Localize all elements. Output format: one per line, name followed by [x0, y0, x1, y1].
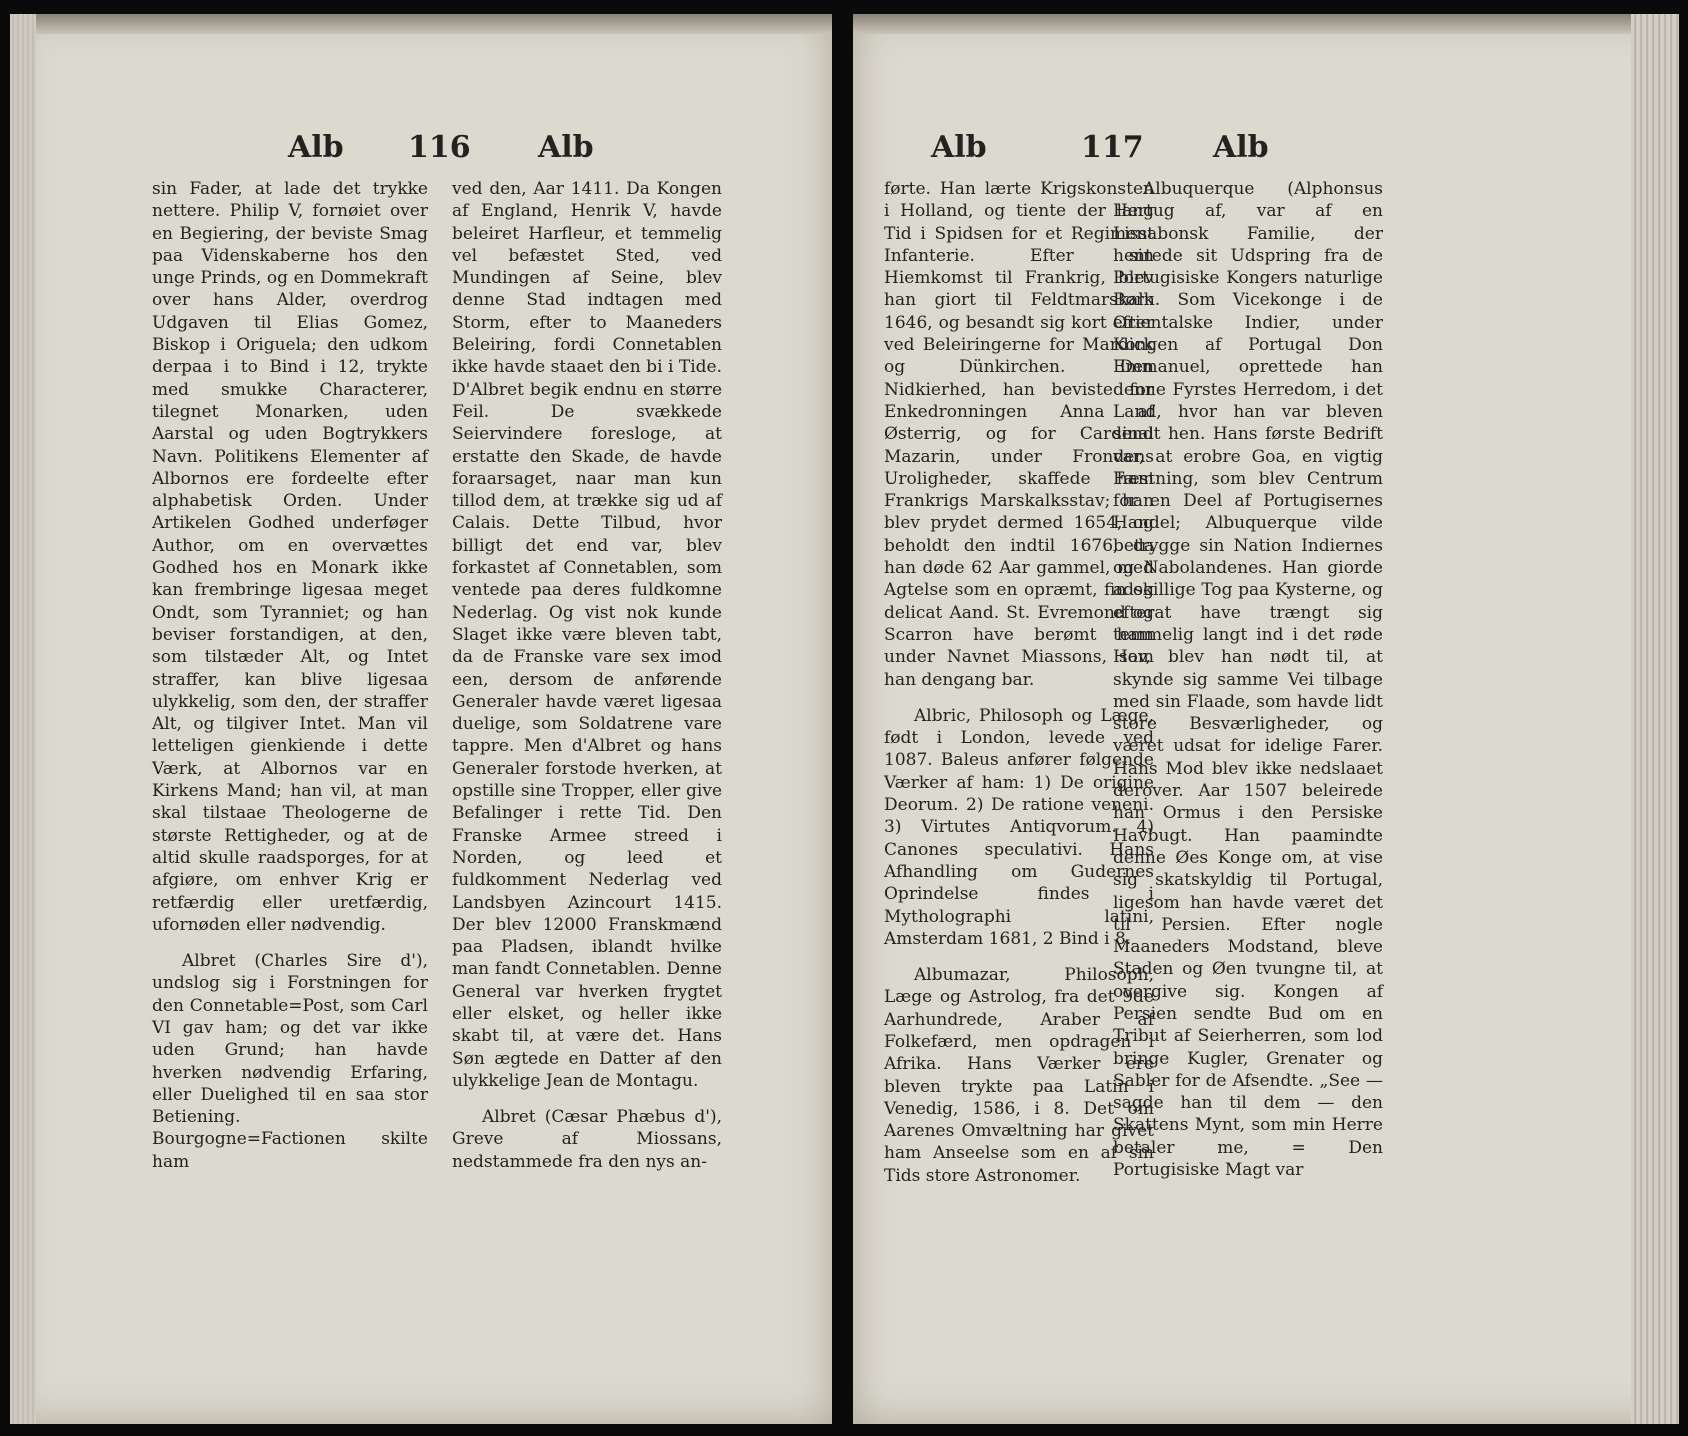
entry-albret-caesar: Albret (Cæsar Phæbus d'), Greve af Miossans, nedstammede fra den nys an- [452, 1107, 722, 1172]
entry-albret-charles: Albret (Charles Sire d'), undslog sig i Forstningen for den Connetable=Post, som Carl VI gav ham; og det var ikke uden Grund; han havde hverken nødvendig Erfaring, eller Duelighed til en saa stor Betiening. Bourgogne=Factionen skilte ham [152, 951, 428, 1172]
running-head-right: Alb [1213, 130, 1269, 165]
text-column-1 [152, 178, 428, 1173]
running-head-left: Alb [288, 130, 344, 165]
text-column-2 [452, 178, 722, 1173]
entry-albuquerque: Albuquerque (Alphonsus Hertug af, var af en Lissabonsk Familie, der hentede sit Udspring fra de Portugisiske Kongers naturlige Børn. Som Vicekonge i de Orientalske Indier, under Kongen af Portugal Don Emmanuel, oprettede han denne Fyrstes Herredom, i det Land, hvor han var bleven sendt hen. Hans første Bedrift var, at erobre Goa, en vigtig Fæstning, som blev Centrum for en Deel af Portugisernes Handel; Albuquerque vilde betrygge sin Nation Indiernes og Nabolandenes. Han giorde adskillige Tog paa Kysterne, og efterat have trængt sig temmelig langt ind i det røde Hav, blev han nødt til, at skynde sig samme Vei tilbage med sin Flaade, som havde lidt store Besværligheder, og været udsat for idelige Farer. Hans Mod blev ikke nedslaaet derover. Aar 1507 beleirede han Ormus i den Persiske Havbugt. Han paamindte denne Øes Konge om, at vise sig skatskyldig til Portugal, ligesom han havde været det til Persien. Efter nogle Maaneders Modstand, bleve Staden og Øen tvungne til, at overgive sig. Kongen af Persien sendte Bud om en Tribut af Seierherren, som lod bringe Kugler, Grenater og Sabler for de Afsendte. „See — sagde han til dem — den Skattens Mynt, som min Herre betaler me, = Den Portugisiske Magt var [1113, 179, 1383, 1181]
paragraph: sin Fader, at lade det trykke nettere. Philip V, fornøiet over en Begiering, der beviste Smag paa Videnskaberne hos den unge Prinds, og en Dommekraft over hans Alder, overdrog Udgaven til Elias Gomez, Biskop i Origuela; den udkom derpaa i to Bind i 12, trykte med smukke Characterer, tilegnet Monarken, uden Aarstal og uden Bogtrykkers Navn. Politikens Elementer af Albornos ere fordeelte efter alphabetisk Orden. Under Artikelen Godhed underføger Author, om en overvættes Godhed hos en Monark ikke kan frembringe ligesaa meget Ondt, som Tyranniet; og han beviser forstandigen, at den, som tilstæder Alt, og Intet straffer, kan blive ligesaa ulykkelig, som den, der straffer Alt, og tilgiver Intet. Man vil letteligen gienkiende i dette Værk, at Albornos var en Kirkens Mand; han vil, at man skal tilstaae Theologerne de største Rettigheder, og at de altid skulle raadsporges, for at afgiøre, om enhver Krig er retfærdig eller uretfærdig, ufornøden eller nødvendig. [152, 179, 428, 935]
page-top-edge [10, 14, 832, 34]
right-page [853, 14, 1679, 1424]
entry-albumazar: Albumazar, Philosoph, Læge og Astrolog, fra det 9de Aarhundrede, Araber af Folkefærd, men opdragen i Afrika. Hans Værker ere bleven trykte paa Latin i Venedig, 1586, i 8. Det om Aarenes Omvæltning har givet ham Anseelse som en af sin Tids store Astronomer. [884, 965, 1154, 1186]
running-head-left: Alb [931, 130, 987, 165]
text-column-2 [1113, 178, 1383, 1181]
paragraph: førte. Han lærte Krigskonsten i Holland, og tiente der lang Tid i Spidsen for et Regiment Infanterie. Efter sin Hiemkomst til Frankrig, blev han giort til Feldtmarskalk 1646, og besandt sig kort efter ved Beleiringerne for Mardick og Dünkirchen. Den Nidkierhed, han beviste for Enkedronningen Anna af Østerrig, og for Cardinal Mazarin, under Frondens Uroligheder, skaffede ham Frankrigs Marskalksstav; han blev prydet dermed 1654, og beholdt den indtil 1676, da han døde 62 Aar gammel, med Agtelse som en opræmt, fin og delicat Aand. St. Evremond og Scarron have berømt ham under Navnet Miassons, som han dengang bar. [884, 179, 1154, 690]
page-edge-right [1631, 14, 1679, 1424]
page-edge-left [10, 14, 36, 1424]
page-number: 117 [1081, 130, 1144, 165]
entry-albric: Albric, Philosoph og Læge, født i London, levede ved 1087. Baleus anfører følgende Værker af ham: 1) De origine Deorum. 2) De ratione veneni. 3) Virtutes Antiqvorum. 4) Canones speculativi. Hans Afhandling om Gudernes Oprindelse findes i Mytholographi latini, Amsterdam 1681, 2 Bind i 8. [884, 705, 1154, 949]
running-head-right: Alb [538, 130, 594, 165]
page-number: 116 [408, 130, 471, 165]
paragraph: ved den, Aar 1411. Da Kongen af England, Henrik V, havde beleiret Harfleur, et temmelig vel befæstet Sted, ved Mundingen af Seine, blev denne Stad indtagen med Storm, efter to Maaneders Beleiring, fordi Connetablen ikke havde staaet den bi i Tide. D'Albret begik endnu en større Feil. De svækkede Seiervindere foresloge, at erstatte den Skade, de havde foraarsaget, naar man kun tillod dem, at trække sig ud af Calais. Dette Tilbud, hvor billigt det end var, blev forkastet af Connetablen, som ventede paa deres fuldkomne Nederlag. Og vist nok kunde Slaget ikke være bleven tabt, da de Franske vare sex imod een, dersom de anførende Generaler havde været ligesaa duelige, som Soldatrene vare tappre. Men d'Albret og hans Generaler forstode hverken, at opstille sine Tropper, eller give Befalinger i rette Tid. Den Franske Armee streed i Norden, og leed et fuldkomment Nederlag ved Landsbyen Azincourt 1415. Der blev 12000 Franskmænd paa Pladsen, iblandt hvilke man fandt Connetablen. Denne General var hverken frygtet eller elsket, og heller ikke skabt til, at være det. Hans Søn ægtede en Datter af den ulykkelige Jean de Montagu. [452, 179, 722, 1091]
page-top-edge [853, 14, 1679, 34]
left-page [10, 14, 832, 1424]
